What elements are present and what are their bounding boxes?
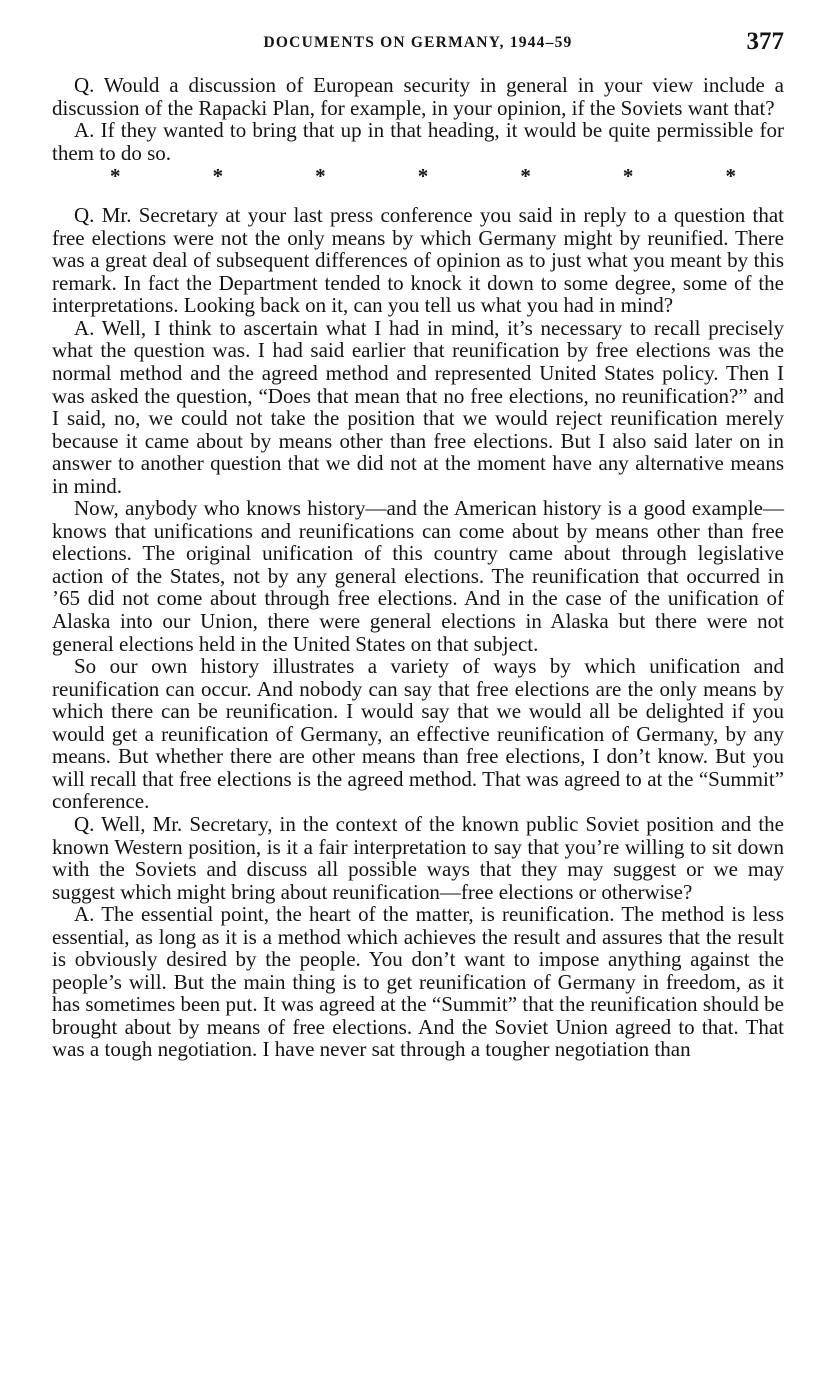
- paragraph-answer-free-elections: A. Well, I think to ascertain what I had in mind, it’s necessary to recall precisely what the question was. I had said earlier that reunification by free elections was the normal method and the agreed method and represented United States policy. Then I was asked the question, “Does that mean that no free elections, no reunification?” and I said, no, we could not take the position that we would reject reunification merely because it came about by means other than free elections. But I also said later on in answer to another question that we did not at the moment have any alternative means in mind.: [52, 315, 784, 498]
- paragraph-american-history: Now, anybody who knows history—and the American history is a good example—knows that unifications and reunifications can come about by means other than free elections. The original unification of this country came about through legislative action of the States, not by any general elections. The reunification that occurred in ’65 did not come about through free elections. And in the case of the unification of Alaska into our Union, there were general elections in Alaska but there were not general elections held in the United States on that subject.: [52, 496, 784, 656]
- document-page: [52, 28, 784, 1061]
- separator-asterisk: *: [622, 164, 634, 189]
- paragraph-our-history: So our own history illustrates a variety of ways by which unification and reunification can occur. And nobody can say that free elections are the only means by which there can be reunification. I would say that we would all be delighted if you would get a reunification of Germany, an effective reunification of Germany, by any means. But whether there are other means than free elections, I don’t know. But you will recall that free elections is the agreed method. That was agreed to at the “Summit” conference.: [52, 654, 784, 814]
- paragraph-answer-essential-point: A. The essential point, the heart of the matter, is reunification. The method is less essential, as long as it is a method which achieves the result and assures that the result is obviously desired by the people. You don’t want to impose anything against the people’s will. But the main thing is to get reunification of Germany in freedom, as it has sometimes been put. It was agreed at the “Summit” that the reunification should be brought about by means of free elections. And the Soviet Union agreed to that. That was a tough negotiation. I have never sat through a tougher negotiation than: [52, 902, 784, 1062]
- paragraph-answer-rapacki: A. If they wanted to bring that up in that heading, it would be quite permissible for them to do so.: [52, 118, 784, 165]
- separator-asterisk: *: [417, 164, 429, 189]
- body-text: [52, 74, 784, 1061]
- separator-asterisk: *: [315, 164, 326, 189]
- running-title: DOCUMENTS ON GERMANY, 1944–59: [263, 34, 573, 51]
- running-header: [52, 28, 784, 64]
- separator-asterisk: *: [520, 164, 531, 189]
- section-separator: [52, 164, 784, 202]
- separator-asterisk: *: [110, 164, 121, 189]
- page-number: 377: [746, 28, 784, 55]
- separator-asterisk: *: [725, 164, 736, 189]
- paragraph-question-free-elections: Q. Mr. Secretary at your last press conference you said in reply to a question that free elections were not the only means by which Germany might by reunified. There was a great deal of subsequent differences of opinion as to just what you meant by this remark. In fact the Department tended to knock it down to some degree, some of the interpretations. Looking back on it, can you tell us what you had in mind?: [52, 203, 784, 318]
- paragraph-question-rapacki: Q. Would a discussion of European security in general in your view include a discussion of the Rapacki Plan, for example, in your opinion, if the Soviets want that?: [52, 73, 784, 120]
- paragraph-question-soviet-position: Q. Well, Mr. Secretary, in the context of the known public Soviet position and the known Western position, is it a fair interpretation to say that you’re willing to sit down with the Soviets and discuss all possible ways that they may suggest or we may suggest which might bring about reunification—free elections or otherwise?: [52, 811, 784, 904]
- separator-asterisk: *: [212, 164, 224, 189]
